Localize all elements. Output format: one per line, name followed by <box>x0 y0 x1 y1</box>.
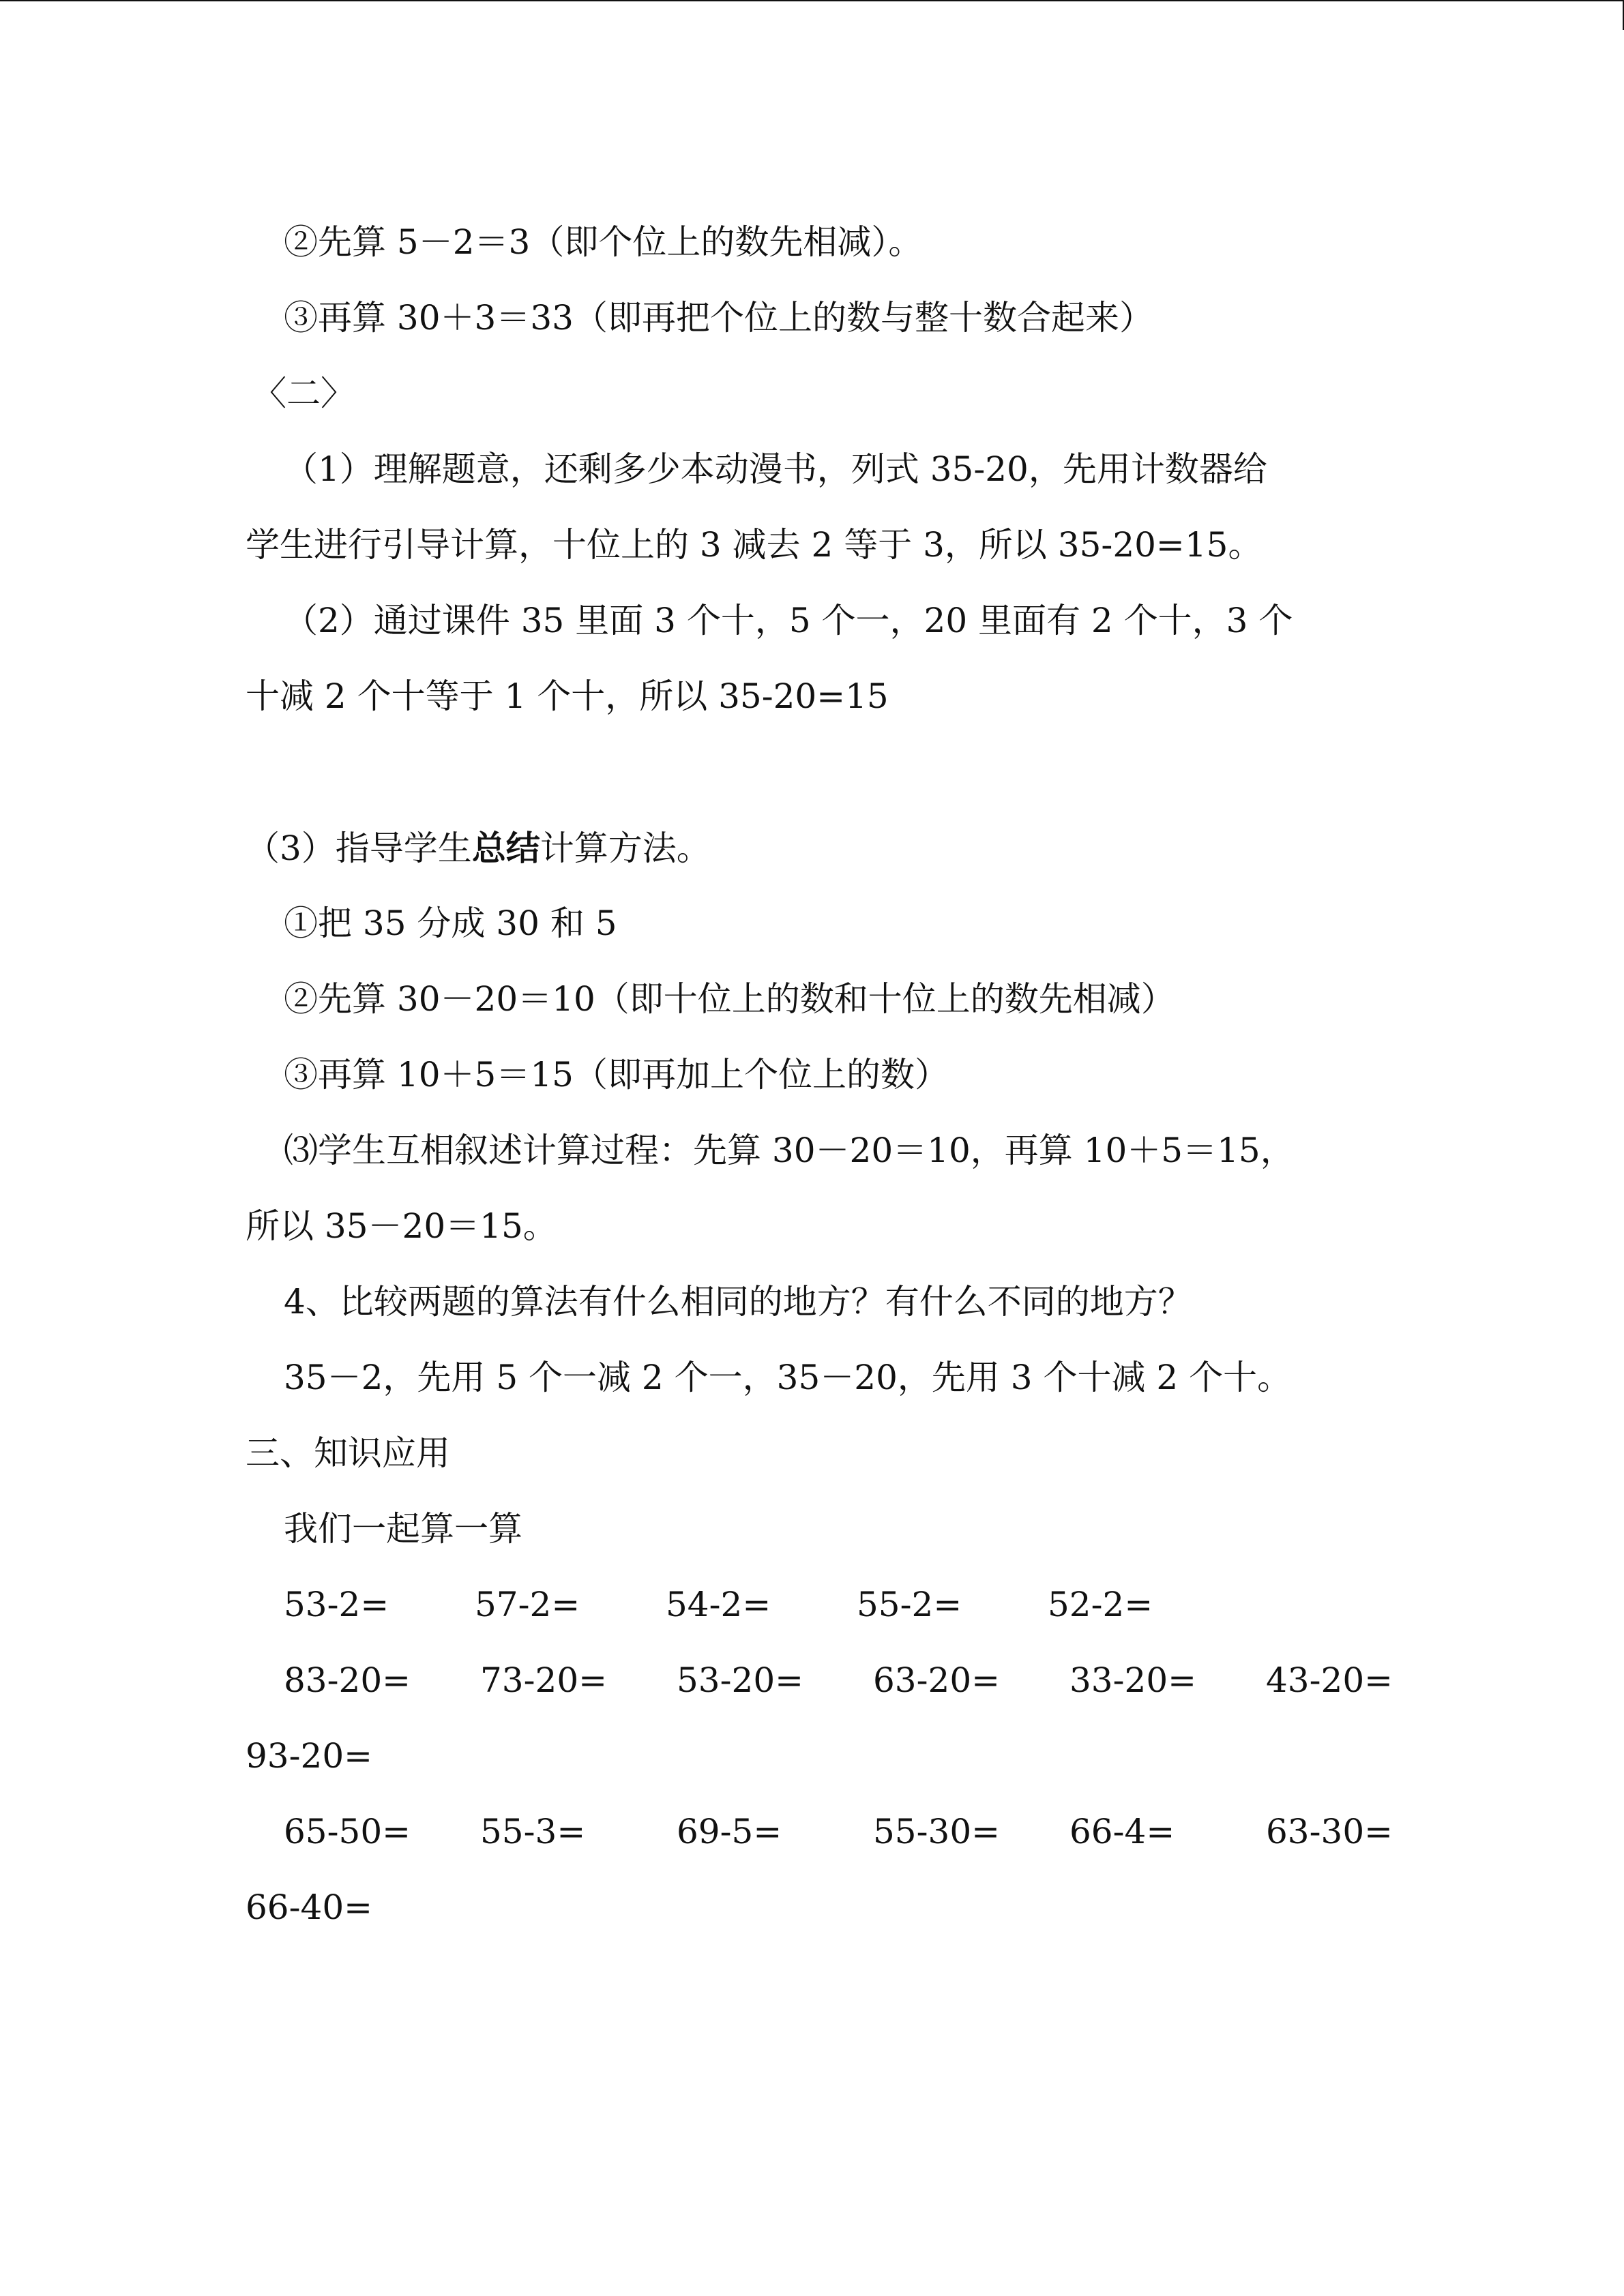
paragraph-3-text-c: 计算方法。 <box>540 829 711 868</box>
exercise-item: 69-5= <box>677 1812 782 1851</box>
exercise-item: 53-20= <box>677 1660 804 1700</box>
exercise-item: 33-20= <box>1069 1660 1197 1700</box>
exercise-row-3 <box>246 1794 1405 1870</box>
paragraph-1-line-2: 学生进行引导计算，十位上的 3 减去 2 等于 3，所以 35-20=15。 <box>246 525 1263 565</box>
method-step-2: ②先算 30－20＝10（即十位上的数和十位上的数先相减） <box>284 979 1175 1019</box>
section-three-heading: 三、知识应用 <box>246 1433 450 1473</box>
compare-answer: 35－2，先用 5 个一减 2 个一，35－20，先用 3 个十减 2 个十。 <box>284 1358 1292 1397</box>
blank-line <box>246 734 1405 810</box>
exercise-item: 65-50= <box>284 1812 411 1851</box>
paragraph-1-line-1: （1）理解题意，还剩多少本动漫书，列式 35-20，先用计数器给 <box>284 449 1267 489</box>
exercise-row-2 <box>246 1643 1405 1718</box>
page-top-border <box>0 0 1624 1</box>
exercise-item: 53-2= <box>284 1585 389 1624</box>
paragraph-4-line-2: 所以 35－20＝15。 <box>246 1206 557 1246</box>
exercise-item: 55-2= <box>857 1585 962 1624</box>
paragraph-4-line-1: ⑶学生互相叙述计算过程：先算 30－20＝10，再算 10＋5＝15， <box>284 1131 1295 1170</box>
exercise-item: 52-2= <box>1048 1585 1153 1624</box>
paragraph-2-line-2: 十减 2 个十等于 1 个十，所以 35-20=15 <box>246 676 889 716</box>
step-3-line: ③再算 30＋3＝33（即再把个位上的数与整十数合起来） <box>284 298 1153 338</box>
exercise-item: 63-20= <box>873 1660 1001 1700</box>
exercise-item: 66-4= <box>1069 1812 1175 1851</box>
compare-question: 4、比较两题的算法有什么相同的地方？有什么不同的地方？ <box>284 1282 1192 1322</box>
step-2-line: ②先算 5－2＝3（即个位上的数先相减）。 <box>284 222 923 262</box>
practice-intro: 我们一起算一算 <box>284 1509 522 1549</box>
exercise-item: 54-2= <box>666 1585 771 1624</box>
method-step-3: ③再算 10＋5＝15（即再加上个位上的数） <box>284 1055 949 1094</box>
document-body <box>246 205 1405 1945</box>
exercise-row-3-wrap: 66-40= <box>246 1888 373 1927</box>
exercise-row-1 <box>246 1567 1405 1643</box>
section-two-heading: 〈二〉 <box>252 374 355 413</box>
paragraph-3-bold-text: 总结 <box>471 828 540 868</box>
exercise-item: 63-30= <box>1266 1812 1393 1851</box>
exercise-item: 55-3= <box>480 1812 586 1851</box>
exercise-item: 83-20= <box>284 1660 411 1700</box>
exercise-item: 43-20= <box>1266 1660 1393 1700</box>
paragraph-3-text-a: （3）指导学生 <box>246 829 472 868</box>
exercise-row-2-wrap: 93-20= <box>246 1736 373 1776</box>
exercise-item: 73-20= <box>480 1660 608 1700</box>
exercise-item: 57-2= <box>475 1585 580 1624</box>
paragraph-2-line-1: （2）通过课件 35 里面 3 个十，5 个一，20 里面有 2 个十，3 个 <box>284 601 1293 640</box>
method-step-1: ①把 35 分成 30 和 5 <box>284 904 617 943</box>
paragraph-3-heading <box>246 810 1405 886</box>
exercise-item: 55-30= <box>873 1812 1001 1851</box>
